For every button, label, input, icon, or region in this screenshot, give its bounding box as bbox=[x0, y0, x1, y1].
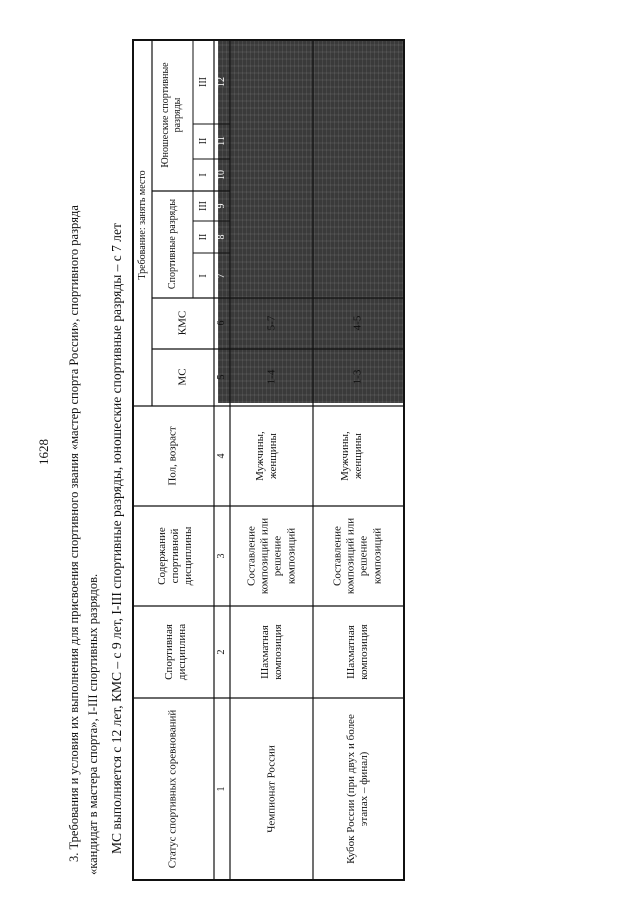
header-requirement: Требование: занять место bbox=[137, 170, 148, 280]
column-number: 10 bbox=[216, 170, 227, 180]
column-number: 11 bbox=[216, 136, 227, 146]
header-content: Содержание спортивной дисциплины bbox=[156, 526, 195, 586]
heading-line-3: МС выполняется с 12 лет, КМС – с 9 лет, I-III спортивные разряды, юношеские спортивные разряды – с 7 лет bbox=[109, 223, 125, 854]
row2-ms: 1-3 bbox=[351, 369, 364, 385]
row1-discipline: Шахматная композиция bbox=[258, 624, 284, 680]
header-rank-ii: II bbox=[198, 233, 209, 241]
row2-status: Кубок России (при двух и более этапах – финал) bbox=[344, 714, 370, 864]
header-rank-iii: III bbox=[198, 201, 209, 211]
header-gender: Пол, возраст bbox=[166, 426, 179, 486]
header-ms: МС bbox=[176, 368, 189, 386]
row2-kms: 4-5 bbox=[351, 315, 364, 331]
row1-ms: 1-4 bbox=[265, 369, 278, 385]
row2-gender: Мужчины, женщины bbox=[338, 431, 364, 481]
header-rank-i: I bbox=[198, 274, 209, 278]
row1-gender: Мужчины, женщины bbox=[253, 431, 279, 481]
header-youth-ii: II bbox=[198, 137, 209, 145]
column-number: 12 bbox=[216, 77, 227, 87]
column-number: 9 bbox=[216, 203, 227, 209]
header-discipline: Спортивная дисциплина bbox=[162, 623, 188, 681]
column-number: 1 bbox=[216, 786, 227, 792]
heading-line-2: «кандидат в мастера спорта», I-III спортивных разрядов. bbox=[85, 573, 100, 875]
row2-discipline: Шахматная композиция bbox=[344, 624, 370, 680]
column-number: 8 bbox=[216, 234, 227, 240]
column-number: 3 bbox=[216, 553, 227, 559]
header-sport-ranks: Спортивные разряды bbox=[167, 198, 178, 290]
header-youth-i: I bbox=[198, 173, 209, 177]
column-number: 5 bbox=[216, 374, 227, 380]
header-youth-iii: III bbox=[198, 77, 209, 87]
row2-content: Составление композиций или решение композиций bbox=[331, 517, 384, 595]
header-status: Статус спортивных соревнований bbox=[166, 709, 179, 869]
row1-status: Чемпионат России bbox=[265, 745, 278, 833]
column-number: 4 bbox=[216, 453, 227, 459]
header-youth-ranks: Юношеские спортивные разряды bbox=[160, 62, 183, 168]
row1-kms: 5-7 bbox=[265, 315, 278, 331]
row1-content: Составление композиций или решение композиций bbox=[245, 517, 298, 595]
heading-line-1: 3. Требования и условия их выполнения для присвоения спортивного звания «мастер спорта России», спортивного разряда bbox=[66, 205, 81, 862]
header-kms: КМС bbox=[176, 310, 189, 336]
column-number: 7 bbox=[216, 273, 227, 279]
column-number: 6 bbox=[216, 320, 227, 326]
page-number: 1628 bbox=[36, 439, 51, 465]
column-number: 2 bbox=[216, 649, 227, 655]
